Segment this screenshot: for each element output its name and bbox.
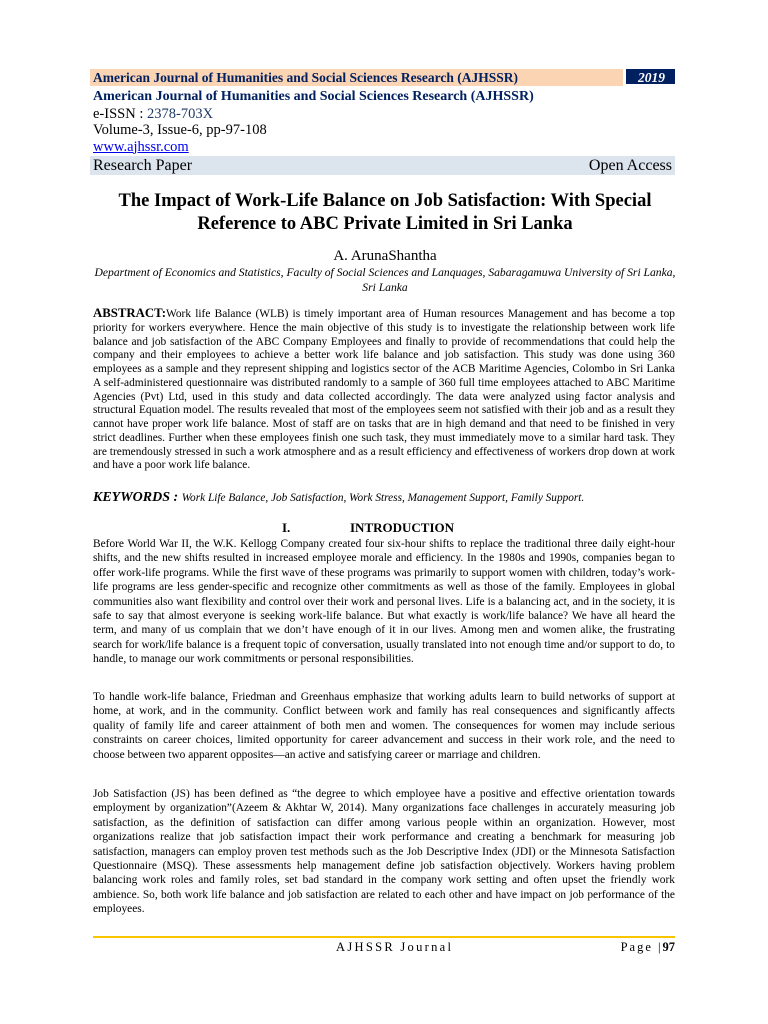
keywords-label: KEYWORDS :: [93, 490, 182, 505]
banner-year: [623, 69, 675, 86]
section-number: I.: [282, 520, 291, 535]
page-footer: [93, 940, 675, 956]
abstract-text: Work life Balance (WLB) is timely important area of Human resources Management and has become a top priority for workers everywhere. Hence the main objective of this study is to investigate the relationship between work life balance and job satisfaction of the ABC Company Employees and finally to provide of recommendations that could help the company and their employees to achieve a better work life balance and job satisfaction. This study was done using 360 employees as a sample and they represent shipping and logistics sector of the ACB Maritime Agencies, Colombo in Sri Lanka A self-administered questionnaire was distributed randomly to a sample of 360 full time employees attached to ABC Maritime Agencies (Pvt) Ltd, used in this study and data collected accordingly. The data were analyzed using factor analysis and structural Equation model. The results revealed that most of the employees seem not satisfied with their job and as a result they cannot have proper work life balance. Most of staff are on tasks that are in high demand and that need to be finished in very strict deadlines. Further when these employees finish one such task, they must immediately move to a similar hard task. They are tremendously stressed in such a work atmosphere and as a result efficiency and effectiveness of workers drop down at work and have a poor work life balance.: [93, 308, 675, 472]
footer-page: [621, 940, 675, 955]
footer-page-label: Page |: [620, 940, 663, 954]
meta-issn: [93, 106, 678, 123]
paper-title: The Impact of Work-Life Balance on Job Satisfaction: With Special Reference to ABC Private Limited in Sri Lanka: [118, 191, 652, 234]
journal-banner: [90, 69, 675, 86]
paper-type: Research Paper: [93, 156, 193, 174]
journal-meta: [93, 89, 678, 155]
abstract-label: ABSTRACT:: [93, 306, 167, 320]
intro-paragraph-1: Before World War II, the W.K. Kellogg Company created four six-hour shifts to replace the traditional three daily eight-hour shifts, and the new shifts resulted in increased employee morale and efficiency. In the 1980s and 1990s, companies began to offer work-life programs. While the first wave of these programs was primarily to support women with children, today’s work-life programs are less gender-specific and recognize other commitments as well as those of the family. Employees in global communities also want flexibility and control over their work and personal lives. Life is a balancing act, and in the society, it is safe to say that almost everyone is seeking work-life balance. But what exactly is work/life balance? We have all heard the term, and many of us complain that we don’t have enough of it in our lives. Among men and women alike, the frustrating search for work/life balance is a frequent topic of conversation, usually translated into not enough time and/or support to do, to handle, to manage our work commitments or personal responsibilities.: [93, 538, 675, 666]
author-name: A. ArunaShantha: [333, 248, 437, 264]
footer-rule: [93, 936, 675, 938]
issn-label: e-ISSN :: [93, 105, 147, 122]
author-affiliation: Department of Economics and Statistics, Faculty of Social Sciences and Lanquages, Sabaragamuwa University of Sri Lanka, Sri Lanka: [94, 266, 676, 294]
meta-volume: Volume-3, Issue-6, pp-97-108: [93, 122, 267, 138]
intro-paragraph-2: To handle work-life balance, Friedman and Greenhaus emphasize that working adults learn to build networks of support at home, at work, and in the community. Conflict between work and family has real consequences and significantly affects quality of family life and career attainment of both men and women. The consequences for women may include serious constraints on career choices, limited opportunity for career advancement and success in their work role, and the need to choose between two apparent opposites—an active and satisfying career or marriage and children.: [93, 691, 675, 761]
banner-journal-name: American Journal of Humanities and Social Sciences Research (AJHSSR): [93, 69, 518, 85]
paper-type-bar: [90, 156, 675, 175]
footer-page-number: 97: [662, 940, 675, 954]
keywords: [93, 490, 678, 506]
keywords-text: Work Life Balance, Job Satisfaction, Work Stress, Management Support, Family Support.: [181, 492, 585, 504]
banner-year-text: 2019: [638, 70, 665, 85]
section-name: INTRODUCTION: [350, 520, 455, 535]
intro-paragraph-3: Job Satisfaction (JS) has been defined as “the degree to which employee have a positive and effective orientation towards employment by organization”(Azeem & Akhtar W, 2014). Many organizations face challenges in accurately measuring job satisfaction, as the definition of satisfaction can differ among various people within an organization. However, most organizations realize that job satisfaction impact their work performance and creating a benchmark for measuring job satisfaction, managers can employ proven test methods such as the Job Descriptive Index (JDI) or the Minnesota Satisfaction Questionnaire (MSQ). These assessments help management define job satisfaction objectively. Workers having problem balancing work roles and family roles, set bad standard in the company work setting and often upset the friendly work ambience. So, both work life balance and job satisfaction are related to each other and have impact on job performance of the employees.: [93, 788, 675, 916]
footer-journal: AJHSSR Journal: [336, 940, 454, 954]
abstract: [93, 307, 675, 473]
issn-value: 2378-703X: [146, 105, 214, 122]
meta-journal-name: American Journal of Humanities and Social Sciences Research (AJHSSR): [93, 89, 534, 104]
journal-website-link[interactable]: www.ajhssr.com: [93, 138, 189, 155]
access-type: Open Access: [588, 156, 672, 174]
